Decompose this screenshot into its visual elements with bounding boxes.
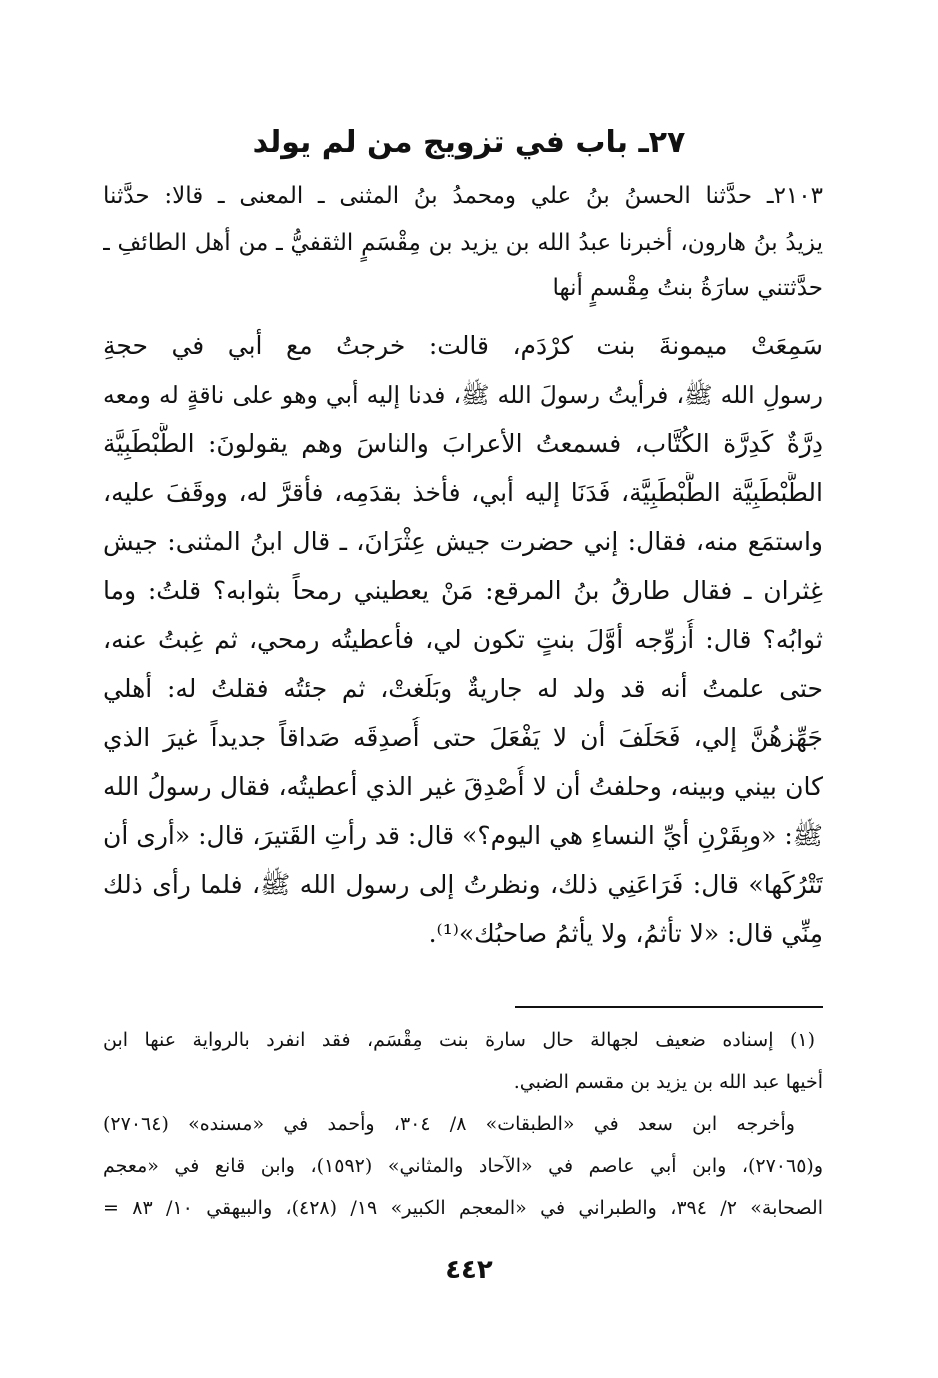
matn-line: حتى علمتُ أنه قد ولد له جاريةٌ وبَلَغتْ، ثم جئتُه فقلتُ له: أهلي [103, 674, 823, 703]
footnote-line: وأخرجه ابن سعد في «الطبقات» ٨/ ٣٠٤، وأحمد في «مسنده» (٢٧٠٦٤) [103, 1113, 795, 1135]
matn-line: تَتْرُكَها» قال: فَرَاعَنِي ذلك، ونظرتُ إلى رسول الله ﷺ، فلما رأى ذلك [103, 870, 823, 899]
isnad-line: حدَّثتني سارَةُ بنتُ مِقْسمٍ أنها [552, 275, 823, 301]
isnad-line: يزيدُ بنُ هارون، أخبرنا عبدُ الله بن يزيد بن مِقْسَمٍ الثقفيُّ ـ من أهل الطائفِ ـ [103, 230, 823, 256]
footnote-line: الصحابة» ٢/ ٣٩٤، والطبراني في «المعجم الكبير» ١٩/ (٤٢٨)، والبيهقي ١٠/ ٨٣ = [103, 1197, 823, 1219]
matn-line: رسولِ الله ﷺ، فرأيتُ رسولَ الله ﷺ، فدنا إليه أبي وهو على ناقةٍ له ومعه [103, 381, 823, 409]
matn-line: جَهِّزهُنَّ إلي، فَحَلَفَ أن لا يَفْعَلَ حتى أُصدِقَه صَداقاً جديداً غيرَ الذي [103, 723, 823, 752]
matn-line: كان بيني وبينه، وحلفتُ أن لا أُصْدِقَ غير الذي أعطيتُه، فقال رسولُ الله [103, 772, 823, 801]
matn-line: الطَّبْطَبِيَّة الطَّبْطَبِيَّة، فَدَنَا إليه أبي، فأخذ بقدَمِه، فأقرَّ له، ووقَفَ عليه، [103, 478, 823, 507]
footnote-line: أخيها عبد الله بن يزيد بن مقسم الضبي. [513, 1071, 823, 1093]
page-number: ٤٤٢ [445, 1255, 493, 1285]
chapter-heading: ٢٧ـ باب في تزويج من لم يولد [252, 125, 686, 160]
matn-line: ﷺ: «وبِقَرْنِ أيِّ النساءِ هي اليوم؟» قال: قد رأتِ القَتيرَ، قال: «أرى أن [103, 821, 823, 850]
isnad-line: ٢١٠٣ـ حدَّثنا الحسنُ بنُ علي ومحمدُ بنُ المثنى ـ المعنى ـ قالا: حدَّثنا [103, 183, 823, 209]
matn-line: واستمَع منه، فقال: إني حضرت جيش عِثْرَانَ، ـ قال ابنُ المثنى: جيش [103, 527, 823, 556]
matn-line: سَمِعَتْ ميمونةَ بنت كرْدَم، قالت: خرجتُ مع أبي في حجةِ [103, 331, 823, 360]
matn-line: مِنِّي قال: «لا تأثمُ، ولا يأثمُ صاحبُك»⁽¹⁾. [428, 919, 823, 948]
matn-line: ثوابُه؟ قال: أُزوِّجه أوَّلَ بنتٍ تكون لي، فأعطيتُه رمحي، ثم غِبتُ عنه، [103, 625, 823, 654]
footnote-line: (١) إسناده ضعيف لجهالة حال سارة بنت مِقْسَم، فقد انفرد بالرواية عنها ابن [103, 1029, 815, 1051]
footnote-line: و(٢٧٠٦٥)، وابن أبي عاصم في «الآحاد والمثاني» (١٥٩٢)، وابن قانع في «معجم [103, 1155, 823, 1177]
footnote-divider [515, 1006, 823, 1008]
matn-line: دِرَّةٌ كَدِرَّة الكُتَّاب، فسمعتُ الأعرابَ والناسَ وهم يقولونَ: الطَّبْطَبِيَّة [103, 429, 823, 458]
matn-line: غِثران ـ فقال طارقُ بنُ المرقع: مَنْ يعطيني رمحاً بثوابه؟ قلتُ: وما [103, 576, 823, 605]
